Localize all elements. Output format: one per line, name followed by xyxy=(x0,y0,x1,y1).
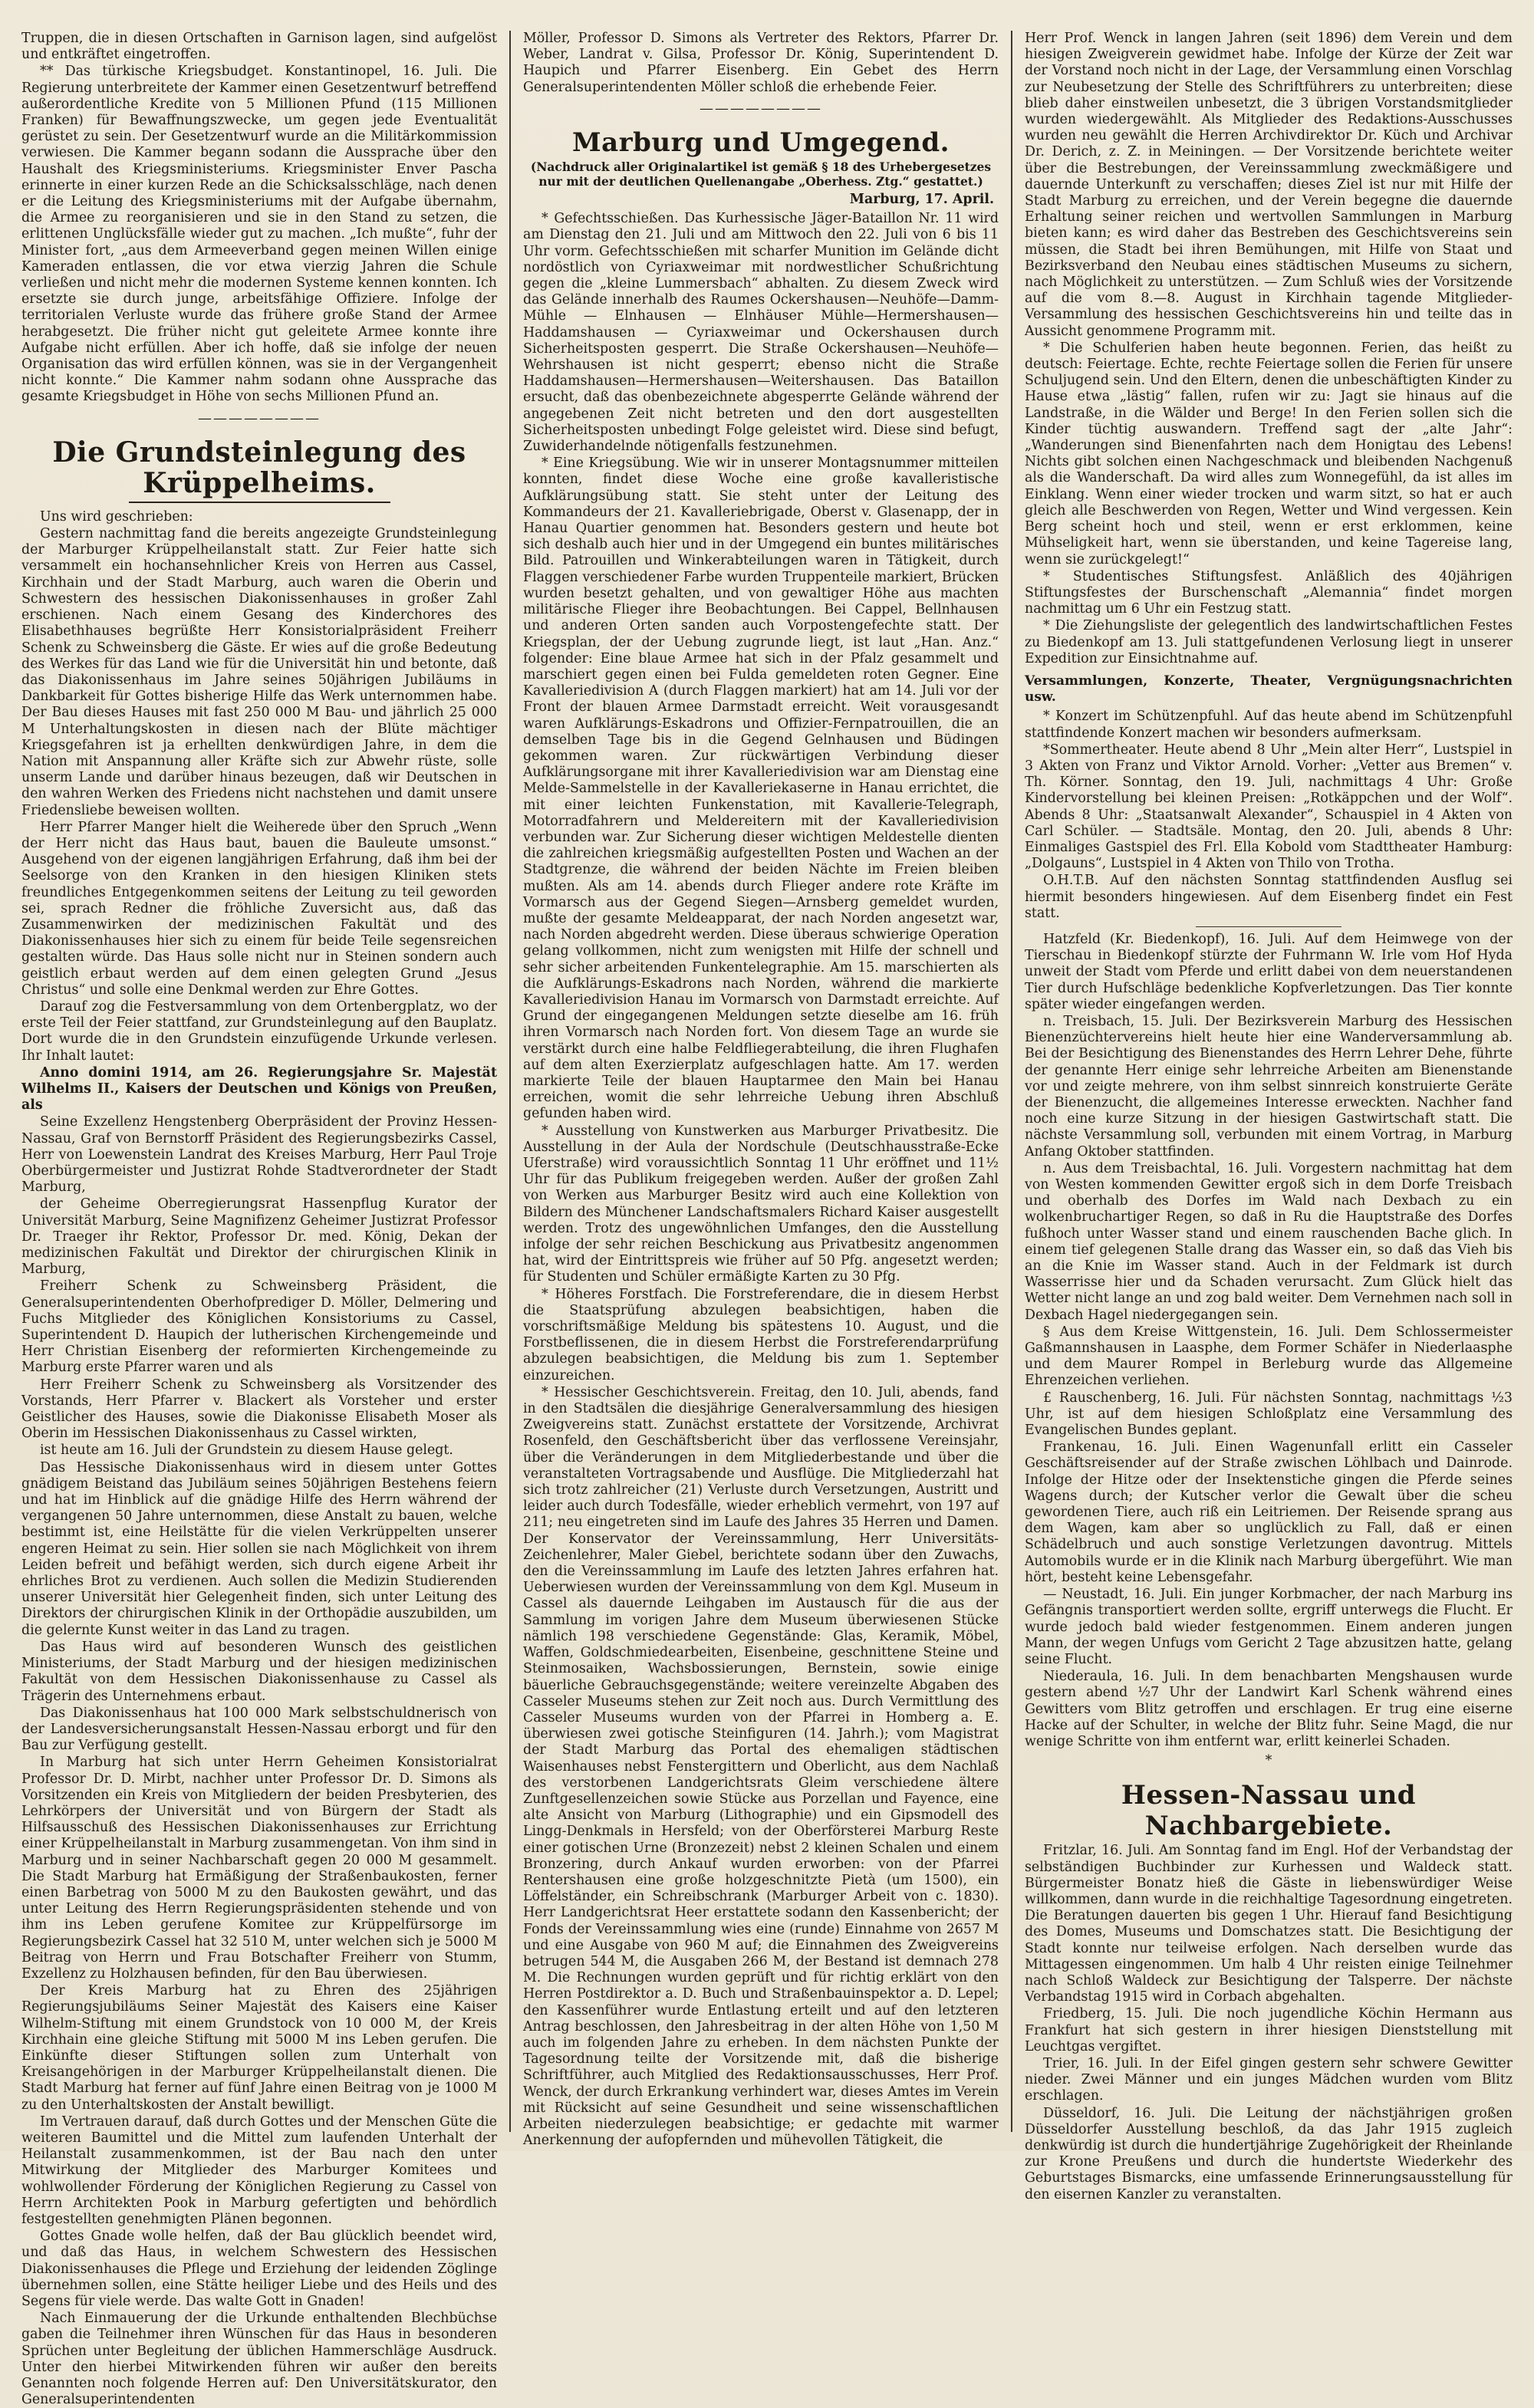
article-rauschenberg: £ Rauschenberg, 16. Juli. Für nächsten Sonntag, nachmittags ½3 Uhr, ist auf dem hiesigen Schloßplatz eine Versammlung des Evangelischen Bundes geplant. xyxy=(1025,1390,1513,1439)
reprint-notice: (Nachdruck aller Originalartikel ist gemäß § 18 des Urhebergesetzes nur mit der deutlichen Quellenangabe „Oberhess. Ztg.“ gestattet.) xyxy=(530,160,992,189)
article-fritzlar: Fritzlar, 16. Juli. Am Sonntag fand im Engl. Hof der Verbandstag der selbständigen Buchbinder zur Kurhessen und Waldeck statt. Bürgermeister Bonatz hieß die Gäste in liebenswürdiger Weise willkommen, dann wurde in die reichhaltige Tagesordnung eingetreten. Die Beratungen dauerten bis gegen 1 Uhr. Hierauf fand Besichtigung des Domes, Museums und Domschatzes statt. Die Besichtigung der Stadt konnte nur teilweise erfolgen. Nach derselben wurde das Mittagessen eingenommen. Um halb 4 Uhr reisten einige Teilnehmer nach Schloß Waldeck zur Besichtigung der Talsperre. Der nächste Verbandstag 1915 wird in Corbach abgehalten. xyxy=(1025,1843,1513,2005)
paragraph: Das Haus wird auf besonderen Wunsch des geistlichen Ministeriums, der Stadt Marburg und der hiesigen medizinischen Fakultät von dem Hessischen Diakonissenhause zu Cassel als Trägerin des Unternehmens erbaut. xyxy=(21,1639,497,1704)
column-rule xyxy=(509,31,511,2132)
article-forestry: * Höheres Forstfach. Die Forstreferendare, die in diesem Herbst die Staatsprüfung abzulegen beabsichtigen, haben die vorschriftsmäßige Meldung bis spätestens 10. August, und die Forstbeflissenen, die in diesem Herbst die Forstreferendarprüfung abzulegen beabsichtigen, die Meldung bis zum 1. September einzureichen. xyxy=(523,1286,999,1383)
article-foundation-fest: * Studentisches Stiftungsfest. Anläßlich des 40jährigen Stiftungsfestes der Burschenschaft „Alemannia“ findet morgen nachmittag um 6 Uhr ein Festzug statt. xyxy=(1025,568,1513,617)
paragraph: Herr Freiherr Schenk zu Schweinsberg als Vorsitzender des Vorstands, Herr Pfarrer v. Blackert als Vorsteher und erster Geistlicher des Hauses, sowie die Diakonisse Elisabeth Moser als Oberin im Hessischen Diakonissenhaus zu Cassel wirkten, xyxy=(21,1377,497,1442)
article-shooting-exercise: * Gefechtsschießen. Das Kurhessische Jäger-Bataillon Nr. 11 wird am Dienstag den 21. Juli und am Mittwoch den 22. Juli von 6 bis 11 Uhr vorm. Gefechtsschießen mit scharfer Munition im Gelände dicht nordöstlich von Cyriaxweimar mit nordwestlicher Schußrichtung gegen die „kleine Lummersbach“ abhalten. Zu diesem Zweck wird das Gelände innerhalb des Raumes Ockershausen—Neuhöfe—Damm-Mühle — Elnhausen — Elnhäuser Mühle—Hermershausen—Haddamshausen — Cyriaxweimar und Ockershausen durch Sicherheitsposten gesperrt. Die Straße Ockershausen—Neuhöfe—Wehrshausen ist nicht gesperrt; ebenso nicht die Straße Haddamshausen—Hermershausen—Weitershausen. Das Bataillon ersucht, daß das obenbezeichnete abgesperrte Gelände während der angegebenen Zeit nicht betreten und den dort ausgestellten Sicherheitsposten unbedingt Folge geleistet wird. Diese sind befugt, Zuwiderhandelnde nötigenfalls festzunehmen. xyxy=(523,211,999,455)
article-turkish-budget: ** Das türkische Kriegsbudget. Konstantinopel, 16. Juli. Die Regierung unterbreitete der Kammer einen Gesetzentwurf betreffend außerordentliche Kredite von 5 Millionen Pfund (115 Millionen Franken) für Bewaffnungszwecke, um gegen jede Eventualität gerüstet zu sein. Der Gesetzentwurf wurde an die Militärkommission verwiesen. Die Kammer begann sodann die Aussprache über den Haushalt des Kriegsministeriums. Kriegsminister Enver Pascha erinnerte in einer kurzen Rede an die Schicksalsschläge, nach denen er die Leitung des Kriegsministeriums mit der Aufgabe übernahm, die Armee zu reorganisieren und sie in den Stand zu setzen, die erlittenen Unglücksfälle wieder gut zu machen. „Ich mußte“, fuhr der Minister fort, „aus dem Armeeverband gegen meinen Willen einige Kameraden entlassen, die vor etwa vierzig Jahren die Schule verließen und nicht mehr die modernen Systeme kennen konnten. Ich ersetzte sie durch junge, arbeitsfähige Offiziere. Infolge der territorialen Verluste wurde das frühere große Stand der Armee herabgesetzt. Die früher nicht gut geleitete Armee konnte ihre Aufgabe nicht erfüllen. Aber ich hoffe, daß sie infolge der neuen Organisation das wird erfüllen können, was sie in der Vergangenheit nicht konnte.“ Die Kammer nahm sodann ohne Aussprache das gesamte Kriegsbudget in Höhe von sechs Millionen Pfund an. xyxy=(21,64,497,405)
paragraph: Darauf zog die Festversammlung von dem Ortenbergplatz, wo der erste Teil der Feier stattfand, zur Grundsteinlegung auf den Bauplatz. Dort wurde die in den Grundstein einzufügende Urkunde verlesen. Ihr Inhalt lautet: xyxy=(21,998,497,1064)
article-hatzfeld: Hatzfeld (Kr. Biedenkopf), 16. Juli. Auf dem Heimwege von der Tierschau in Biedenkopf stürzte der Fuhrmann W. Irle vom Hof Hyda unweit der Stadt vom Pferde und erlitt dabei von dem neuerstandenen Tier durch Hufschläge bedenkliche Kopfverletzungen. Das Tier konnte später wieder eingefangen werden. xyxy=(1025,931,1513,1012)
column-middle xyxy=(523,31,999,2149)
article-trier: Trier, 16. Juli. In der Eifel gingen gestern sehr schwere Gewitter nieder. Zwei Männer und ein junges Mädchen wurden vom Blitz erschlagen. xyxy=(1025,2055,1513,2104)
article-treisbachtal: n. Aus dem Treisbachtal, 16. Juli. Vorgestern nachmittag hat dem von Westen kommenden Gewitter ergoß sich in dem Dorfe Treisbach und oberhalb des Dorfes im Wald nach Dexbach zu ein wolkenbruchartiger Regen, so daß in Ru die Hauptstraße des Dorfes fußhoch unter Wasser stand und einem rauschenden Bache glich. In einem tief gelegenen Stalle drang das Wasser ein, so daß das Vieh bis an die Knie im Wasser stand. Auch in der Feldmark ist durch Wasserrisse hier und da Schaden verursacht. Zum Glück hielt das Wetter nicht lange an und zog bald weiter. Dem Vernehmen nach soll in Dexbach Hagel niedergegangen sein. xyxy=(1025,1160,1513,1323)
article-wittgenstein: § Aus dem Kreise Wittgenstein, 16. Juli. Dem Schlossermeister Gaßmannshausen in Laasphe, dem Former Schäfer in Niederlaasphe und dem Maurer Rompel in Berleburg wurde das Allgemeine Ehrenzeichen verliehen. xyxy=(1025,1324,1513,1389)
paragraph: Freiherr Schenk zu Schweinsberg Präsident, die Generalsuperintendenten Oberhofprediger D. Möller, Delmering und Fuchs Mitglieder des Königlichen Konsistoriums zu Cassel, Superintendent D. Haupich der lutherischen Kirchengemeinde und Herr Christian Eisenberg der reformierten Kirchengemeinde zu Marburg erste Pfarrer waren und als xyxy=(21,1278,497,1376)
article-niederaula: Niederaula, 16. Juli. In dem benachbarten Mengshausen wurde gestern abend ½7 Uhr der Landwirt Karl Schenk während eines Gewitters vom Blitz getroffen und erschlagen. Er trug eine eiserne Hacke auf der Schulter, in welche der Blitz fuhr. Seine Magd, die nur wenige Schritte von ihm entfernt war, erlitt keinerlei Schaden. xyxy=(1025,1669,1513,1749)
article-history-society: * Hessischer Geschichtsverein. Freitag, den 10. Juli, abends, fand in den Stadtsälen die diesjährige Generalversammlung des hiesigen Zweigvereins statt. Zunächst erstattete der Vorsitzende, Archivrat Rosenfeld, den Geschäftsbericht über das verflossene Vereinsjahr, über die Veränderungen in dem Mitgliederbestande und über die veranstalteten Vortragsabende und Ausflüge. Die Mitgliederzahl hat sich trotz zahlreicher (21) Verluste durch Versetzungen, Austritt und leider auch durch Todesfälle, wieder erheblich vermehrt, von 197 auf 211; neu eingetreten sind im Laufe des Jahres 35 Herren und Damen. Der Konservator der Vereinssammlung, Herr Universitäts-Zeichenlehrer, Maler Giebel, berichtete sodann über den Zuwachs, den die Vereinssammlung im Laufe des letzten Jahres erfahren hat. Ueberwiesen wurden der Vereinssammlung von dem Kgl. Museum in Cassel als dauernde Leihgaben im Austausch für die aus der Sammlung im vorigen Jahre dem Museum überwiesenen Stücke nämlich 198 verschiedene Gegenstände: Glas, Keramik, Möbel, Waffen, Goldschmiedearbeiten, Eisenbeine, geschnittene Steine und Steinmosaiken, Wachsbossierungen, Bernstein, sowie einige bäuerliche Gebrauchsgegenstände; weitere vereinzelte Abgaben des Casseler Museums stehen zur Zeit noch aus. Durch Vermittlung des Casseler Museums wurden von der Pfarrei in Homberg a. E. überwiesen zwei gotische Steinfiguren (14. Jahrh.); vom Magistrat der Stadt Marburg das Portal des ehemaligen städtischen Waisenhauses nebst Fenstergittern und Oberlicht, aus dem Nachlaß des verstorbenen Landgerichtsrats Gleim verschiedene ältere Zunftgesellenzeichen sowie Stücke aus Porzellan und Fayence, eine alte Ansicht von Marburg (Lithographie) und ein Gipsmodell des Lingg-Denkmals in Hersfeld; von der Oberförsterei Marburg Reste einer gotischen Urne (Bronzezeit) nebst 2 kleinen Schalen und einem Bronzering, durch Ankauf wurden erworben: von der Pfarrei Rentershausen eine große holzgeschnitzte Pietà (um 1500), ein Löffelständer, ein Schreibschrank (Marburger Arbeit von c. 1830). Herr Landgerichtsrat Heer erstattete sodann den Kassenbericht; der Fonds der Vereinssammlung wies eine (runde) Einnahme von 2657 M und eine Ausgabe von 960 M auf; die Einnahmen des Zweigvereins betrugen 544 M, die Ausgaben 266 M, der Bestand ist demnach 278 M. Die Rechnungen wurden geprüft und für richtig erklärt von den Herren Postdirektor a. D. Buch und Straßenbauinspektor a. D. Lepel; den Kassenführer wurde Entlastung erteilt und auf den letzteren Antrag beschlossen, den Jahresbeitrag in der alten Höhe von 1,50 M auch im folgenden Jahre zu erheben. In dem nächsten Punkte der Tagesordnung teilte der Vorsitzende mit, daß die bisherige Schriftführer, auch Mitglied des Redaktionsausschusses, Herr Prof. Wenck, der durch Erkrankung verhindert war, dieses Amtes im Verein mit Rücksicht auf seine Gesundheit und seine wissenschaftlichen Arbeiten niederzulegen beabsichtige; er gedachte mit warmer Anerkennung der aufopfernden und mühevollen Tätigkeit, die xyxy=(523,1384,999,2149)
paragraph: Gestern nachmittag fand die bereits angezeigte Grundsteinlegung der Marburger Krüppelheilanstalt statt. Zur Feier hatte sich versammelt ein hochansehnlicher Kreis von Herren aus Cassel, Kirchhain und der Stadt Marburg, auch waren die Oberin und Schwestern des hessischen Diakonissenhauses in großer Zahl erschienen. Nach einem Gesang des Kinderchores des Elisabethhauses begrüßte Herr Konsistorialpräsident Freiherr Schenk zu Schweinsberg die Gäste. Er wies auf die große Bedeutung des Werkes für das Land wie für die Universität hin und betonte, daß das Diakonissenhaus im Jahre seines 50jährigen Jubiläums in Dankbarkeit für Gottes bisherige Hilfe das Werk unternommen habe. Der Bau dieses Hauses mit fast 250 000 M Bau- und jährlich 25 000 M Unterhaltungskosten in diesen nach der Blüte mächtiger Kriegsgefahren ist ja erhellten denkwürdigen Jahre, in dem die Nation mit Anspannung aller Kräfte sich zur Abwehr rüste, solle unserm Lande und darüber hinaus bezeugen, daß wir Deutschen in den wahren Werken des Friedens nicht nachstehen und damit unsere Friedensliebe beweisen wollten. xyxy=(21,526,497,818)
paragraph: Das Hessische Diakonissenhaus wird in diesem unter Gottes gnädigem Beistand das Jubiläum seines 50jährigen Bestehens feiern und hat im Hinblick auf die gnädige Hilfe des Herrn während der vergangenen 50 Jahre unternommen, diese Anstalt zu bauen, welche bestimmt ist, eine Heilstätte für die vielen Verkrüppelten unserer engeren Heimat zu sein. Hier sollen sie nach Möglichkeit von ihrem Leiden befreit und befähigt werden, sich durch eigene Arbeit ihr ehrliches Brot zu verdienen. Auch sollen die Medizin Studierenden unserer Universität hier Gelegenheit finden, sich unter Leitung des Direktors der chirurgischen Klinik in der Orthopädie auszubilden, um die gelernte Kunst weiter in das Land zu tragen. xyxy=(21,1459,497,1638)
article-treisbach: n. Treisbach, 15. Juli. Der Bezirksverein Marburg des Hessischen Bienenzüchtervereins hielt heute hier eine Wanderversammlung ab. Bei der Besichtigung des Bienenstandes des Herrn Lehrer Dehe, führte der genannte Herr einige sehr lehrreiche Arbeiten am Bienenstande vor und zeigte mehrere, von ihm selbst sinnreich konstruierte Geräte der Bienenzucht, die allgemeines Interesse erweckten. Nachher fand noch eine kurze Sitzung in der hiesigen Gastwirtschaft statt. Die nächste Versammlung soll, verbunden mit einem Vortrag, in Marburg Anfang Oktober stattfinden. xyxy=(1025,1013,1513,1160)
article-headline: Die Grundsteinlegung des Krüppelheims. xyxy=(52,436,466,499)
separator xyxy=(1196,926,1342,927)
column-rule xyxy=(1011,31,1012,2132)
paragraph: Möller, Professor D. Simons als Vertreter des Rektors, Pfarrer Dr. Weber, Landrat v. Gilsa, Professor Dr. König, Superintendent D. Haupich und Pfarrer Eisenberg. Ein Gebet des Herrn Generalsuperintendenten Möller schloß die erhebende Feier. xyxy=(523,31,999,95)
article-friedberg: Friedberg, 15. Juli. Die noch jugendliche Köchin Hermann aus Frankfurt hat sich gestern in ihrer hiesigen Dienststellung mit Leuchtgas vergiftet. xyxy=(1025,2006,1513,2054)
paragraph: Herr Pfarrer Manger hielt die Weiherede über den Spruch „Wenn der Herr nicht das Haus baut, bauen die Bauleute umsonst.“ Ausgehend von der eigenen langjährigen Erfahrung, daß ihm bei der Seelsorge von den Kranken in den hiesigen Kliniken stets freundliches Entgegenkommen seitens der Leitung zu teil geworden sei, sprach Redner die fröhliche Zuversicht aus, daß das Zusammenwirken der medizinischen Fakultät und des Diakonissenhauses hier sich zu einem für beide Teile segensreichen gestalten würde. Das Haus solle nicht nur in Steinen sondern auch geistlich erbaut werden auf dem einen gelegten Grund „Jesus Christus“ und solle eine Denkmal werden zur Ehre Gottes. xyxy=(21,819,497,998)
paragraph: Nach Einmauerung der die Urkunde enthaltenden Blechbüchse gaben die Teilnehmer ihren Wünschen für das Haus in besonderen Sprüchen unter Begleitung der üblichen Hammerschläge Ausdruck. Unter den hierbei Mitwirkenden führen wir außer den bereits Genannten noch folgende Herren auf: Den Universitätskurator, den Generalsuperintendenten xyxy=(21,2311,497,2408)
events-subhead: Versammlungen, Konzerte, Theater, Vergnügungsnachrichten usw. xyxy=(1025,673,1513,706)
article-lottery-list: * Die Ziehungsliste der gelegentlich des landwirtschaftlichen Festes zu Biedenkopf am 13. Juli stattgefundenen Verlosung liegt in unserer Expedition zur Einsichtnahme auf. xyxy=(1025,618,1513,666)
column-left xyxy=(21,31,497,2408)
article-neustadt: — Neustadt, 16. Juli. Ein junger Korbmacher, der nach Marburg ins Gefängnis transportiert werden sollte, ergriff unterwegs die Flucht. Er wurde jedoch bald wieder festgenommen. Einem anderen jungen Mann, der wegen Unfugs vom Gericht 2 Tage abzusitzen hatte, gelang seine Flucht. xyxy=(1025,1587,1513,1667)
headline-rule xyxy=(129,502,390,503)
separator: * xyxy=(1265,1753,1272,1769)
article-frankenau: Frankenau, 16. Juli. Einen Wagenunfall erlitt ein Casseler Geschäftsreisender auf der Straße zwischen Löhlbach und Dainrode. Infolge der Hitze oder der Insektenstiche gingen die Pferde seines Wagens durch; der Kutscher verlor die Gewalt über die scheu gewordenen Tiere, auch riß ein Leitriemen. Der Reisende sprang aus dem Wagen, kam aber so unglücklich zu Fall, daß er einen Schädelbruch und auch sonstige Verletzungen davontrug. Mittels Automobils wurde er in die Klinik nach Marburg übergeführt. Wie man hört, besteht keine Lebensgefahr. xyxy=(1025,1439,1513,1585)
paragraph: der Geheime Oberregierungsrat Hassenpflug Kurator der Universität Marburg, Seine Magnifizenz Geheimer Justizrat Professor Dr. Traeger ihr Rektor, Professor Dr. med. König, Dekan der medizinischen Fakultät und Direktor der chirurgischen Klinik in Marburg, xyxy=(21,1196,497,1278)
article-school-holidays: * Die Schulferien haben heute begonnen. Ferien, das heißt zu deutsch: Feiertage. Echte, rechte Feiertage sollen die Ferien für unsere Schuljugend sein. Und den Eltern, denen die unbeschäftigten Kinder zu Hause etwa „lästig“ fallen, rufen wir zu: Jagt sie hinaus auf die Landstraße, in die Wälder und Berge! In den Ferien sollen sich die Kinder tüchtig auswandern. Treffend sagt der „alte Jahr“: „Wanderungen sind Bienenfahrten nach dem Honigtau des Lebens! Nichts gibt solchen einen Nachgeschmack und bleibenden Nachgenuß als die Wanderschaft. Da wird alles zum Wonnegefühl, da ist alles im Einklang. Wenn einer wieder trocken und warm sitzt, so hat er auch gleich alle Beschwerden von Regen, Wetter und Wind vergessen. Kein Berg scheint hoch und steil, wenn er erst erklommen, keine Mühseligkeit hart, wenn sie überstanden, und keine Tagereise lang, wenn sie zurückgelegt!“ xyxy=(1025,340,1513,567)
paragraph: Der Kreis Marburg hat zu Ehren des 25jährigen Regierungsjubiläums Seiner Majestät des Kaisers eine Kaiser Wilhelm-Stiftung mit einem Grundstock von 10 000 M, der Kreis Kirchhain eine gleiche Stiftung mit 5000 M ins Leben gerufen. Die Einkünfte dieser Stiftungen sollen zum Unterhalt von Kreisangehörigen in der Marburger Krüppelheilanstalt dienen. Die Stadt Marburg hat ferner auf fünf Jahre einen Beitrag von je 1000 M zu den Unterhaltskosten der Anstalt bewilligt. xyxy=(21,1983,497,2113)
paragraph: Seine Exzellenz Hengstenberg Oberpräsident der Provinz Hessen-Nassau, Graf von Bernstorff Präsident des Regierungsbezirks Cassel, Herr von Loewenstein Landrat des Kreises Marburg, Herr Paul Troje Oberbürgermeister und Justizrat Rohde Stadtverordneter der Stadt Marburg, xyxy=(21,1114,497,1196)
paragraph: Anno domini 1914, am 26. Regierungsjahre Sr. Majestät Wilhelms II., Kaisers der Deutschen und Königs von Preußen, als xyxy=(21,1064,497,1114)
article-concert: * Konzert im Schützenpfuhl. Auf das heute abend im Schützenpfuhl stattfindende Konzert machen wir besonders aufmerksam. xyxy=(1025,709,1513,741)
article-war-exercise: * Eine Kriegsübung. Wie wir in unserer Montagsnummer mitteilen konnten, findet diese Woche eine große kavalleristische Aufklärungsübung statt. Sie steht unter der Leitung des Kommandeurs der 21. Kavalleriebrigade, Oberst v. Glasenapp, der in Hanau Quartier genommen hat. Besonders gestern und heute bot sich deshalb auch hier und in der Umgegend ein buntes militärisches Bild. Patrouillen und Winkerabteilungen waren in Tätigkeit, durch Flaggen verschiedener Farbe wurden Truppenteile markiert, Brücken wurden besetzt gehalten, und von gewaltiger Höhe aus machten militärische Flieger ihre Beobachtungen. Bei Cappel, Bellnhausen und anderen Orten sanden auch Vorpostengefechte statt. Der Kriegsplan, der der Uebung zugrunde liegt, ist laut „Han. Anz.“ folgender: Eine blaue Armee hat sich in der Pfalz gesammelt und marschiert gegen einen bei Fulda gemeldeten roten Gegner. Eine Kavalleriedivision A (durch Flaggen markiert) hat am 14. Juli vor der Front der blauen Armee Darmstadt erreicht. Weit vorausgesandt waren Aufklärungs-Eskadrons und Offizier-Fernpatrouillen, die an demselben Tage bis in die Gegend Gelnhausen und Büdingen gekommen waren. Zur rückwärtigen Verbindung dieser Aufklärungsorgane mit ihrer Kavalleriedivision war am Dienstag eine Melde-Sammelstelle in der Kavalleriekaserne in Hanau errichtet, die mit einer leichten Funkenstation, mit Kavallerie-Telegraph, Motorradfahrern und Meldereitern mit der Kavalleriedivision verbunden war. Zur Sicherung dieser wichtigen Meldestelle dienten die zahlreichen kriegsmäßig aufgestellten Posten und Wachen an der Stadtgrenze, die während der beiden Nächte im Freien bleiben mußten. Als am 14. abends durch Flieger andere rote Kräfte im Vormarsch aus der Gegend Siegen—Arnsberg gemeldet wurden, mußte der gesamte Meldeapparat, der nach Norden angesetzt war, nach Norden abgedreht werden. Diese überaus schwierige Operation gelang vollkommen, nicht zum wenigsten mit Hilfe der schnell und sehr sicher arbeitenden Funkentelegraphie. Am 15. marschierten als die Aufklärungs-Eskadrons nach Norden, während die markierte Kavalleriedivision Hanau im Vormarsch von Darmstadt erreichte. Auf Grund der eingegangenen Meldungen setzte dieselbe am 16. früh ihren Vormarsch nach Norden fort. Von diesem Tage an wurde sie verstärkt durch eine halbe Feldfliegerabteilung, die ihren Flughafen auf dem alten Exerzierplatz aufgeschlagen hatte. Am 17. werden markierte Teile der blauen Hauptarmee den Main bei Hanau erreichen, womit die sehr lehrreiche Uebung ihren Abschluß gefunden haben wird. xyxy=(523,456,999,1122)
article-excursion: O.H.T.B. Auf den nächsten Sonntag stattfindenden Ausflug sei hiermit besonders hingewiesen. Auf dem Eisenberg findet ein Fest statt. xyxy=(1025,873,1513,921)
separator: ———————— xyxy=(198,410,321,426)
paragraph: Gottes Gnade wolle helfen, daß der Bau glücklich beendet wird, und daß das Haus, in welchem Schwestern des Hessischen Diakonissenhauses die Pflege und Erziehung der leidenden Zöglinge übernehmen sollen, eine Stätte heiliger Liebe und des Heils und des Segens für viele werde. Das walte Gott in Gnaden! xyxy=(21,2229,497,2310)
paragraph: ist heute am 16. Juli der Grundstein zu diesem Hause gelegt. xyxy=(40,1442,453,1459)
paragraph: Truppen, die in diesen Ortschaften in Garnison lagen, sind aufgelöst und entkräftet eingetroffen. xyxy=(21,31,497,63)
separator: ———————— xyxy=(700,100,822,117)
paragraph: In Marburg hat sich unter Herrn Geheimen Konsistorialrat Professor Dr. D. Mirbt, nachher unter Professor Dr. D. Simons als Vorsitzenden ein Kreis von Mitgliedern der beiden Presbyterien, des Lehrkörpers der Universität und von Bürgern der Stadt als Hilfsausschuß des Hessischen Diakonissenhauses zur Errichtung einer Krüppelheilanstalt in Marburg zusammengetan. Von ihm sind in Marburg und in seiner Nachbarschaft gegen 20 000 M gesammelt. Die Stadt Marburg hat Ermäßigung der Straßenbaukosten, ferner einen Barbetrag von 5000 M zu den Baukosten gewährt, und das unter Leitung des Herrn Regierungspräsidenten stehende und von ihm ins Leben gerufene Komitee zur Krüppelfürsorge im Regierungsbezirk Cassel hat 32 510 M, unter welchen sich je 5000 M Beitrag von Herrn und Frau Botschafter Freiherr von Stumm, Exzellenz zu Holzhausen befinden, für den Bau überwiesen. xyxy=(21,1755,497,1982)
paragraph: Im Vertrauen darauf, daß durch Gottes und der Menschen Güte die weiteren Baumittel und die Mittel zum laufenden Unterhalt der Heilanstalt zusammenkommen, ist der Bau nach den unter Mitwirkung der Mitglieder des Marburger Komitees und wohlwollender Förderung der Königlichen Regierung zu Cassel von Herrn Architekten Pook in Marburg gefertigten und behördlich festgestellten genehmigten Plänen begonnen. xyxy=(21,2114,497,2227)
column-right xyxy=(1025,31,1513,2202)
dateline: Marburg, 17. April. xyxy=(849,192,994,208)
article-art-exhibition: * Ausstellung von Kunstwerken aus Marburger Privatbesitz. Die Ausstellung in der Aula der Nordschule (Deutschhausstraße-Ecke Uferstraße) wird voraussichtlich Sonntag 11 Uhr eröffnet und 11½ Uhr für das Publikum freigegeben werden. Außer der großen Zahl von Werken aus Marburger Besitz wird auch eine Kollektion von Bildern des Münchener Landschaftsmalers Richard Kaiser ausgestellt werden. Trotz des ungewöhnlichen Umfanges, den die Ausstellung infolge der sehr reichen Beschickung aus Privatbesitz angenommen hat, wird der Eintrittspreis wie früher auf 50 Pfg. angesetzt werden; für Studenten und Schüler ermäßigte Karten zu 30 Pfg. xyxy=(523,1123,999,1285)
article-summer-theater: *Sommertheater. Heute abend 8 Uhr „Mein alter Herr“, Lustspiel in 3 Akten von Franz und Viktor Arnold. Vorher: „Vetter aus Bremen“ v. Th. Körner. Sonntag, den 19. Juli, nachmittags 4 Uhr: Große Kindervorstellung bei kleinen Preisen: „Rotkäppchen und der Wolf“. Abends 8 Uhr: „Staatsanwalt Alexander“, Schauspiel in 4 Akten von Carl Schüler. — Stadtsäle. Montag, den 20. Juli, abends 8 Uhr: Einmaliges Gastspiel des Frl. Ella Kobold vom Stadttheater Hamburg: „Dolgauns“, Lustspiel in 4 Akten von Thilo von Trotha. xyxy=(1025,742,1513,872)
paragraph: Herr Prof. Wenck in langen Jahren (seit 1896) dem Verein und dem hiesigen Zweigverein gewidmet habe. Infolge der Kürze der Zeit war der Vorstand noch nicht in der Lage, der Versammlung einen Vorschlag zur Neubesetzung der Stelle des Schriftführers zu unterbreiten; diese blieb daher einstweilen unbesetzt, die 3 übrigen Vorstandsmitglieder wurden wiedergewählt. Als Mitglieder des Redaktions-Ausschusses wurden neu gewählt die Herren Archivdirektor Dr. Küch und Archivar Dr. Derich, z. Z. in Meiningen. — Der Vorsitzende berichtete weiter über die Bestrebungen, der Vereinssammlung zweckmäßigere und dauernde Unterkunft zu verschaffen; dieses Ziel ist nur mit Hilfe der Stadt Marburg zu erreichen, und der Verein begegne die dauernde Erhaltung seiner reichen und wertvollen Sammlungen in Marburg bieten kann; es wird daher das Bestreben des Geschichtsvereins sein müssen, die Stadt bei ihren Bemühungen, mit Hilfe von Staat und Bezirksverband den Neubau eines städtischen Museums zu sichern, nach Möglichkeit zu unterstützen. — Zum Schluß wies der Vorsitzende auf die vom 8.—8. August in Kirchhain tagende Mitglieder-Versammlung des hessischen Geschichtsvereins hin und teilte das in Aussicht genommene Programm mit. xyxy=(1025,31,1513,339)
paragraph: Das Diakonissenhaus hat 100 000 Mark selbstschuldnerisch von der Landesversicherungsanstalt Hessen-Nassau erborgt und für den Bau zur Verfügung gestellt. xyxy=(21,1705,497,1754)
section-headline: Marburg und Umgegend. xyxy=(572,127,950,159)
paragraph: Uns wird geschrieben: xyxy=(40,508,193,525)
section-headline: Hessen-Nassau und Nachbargebiete. xyxy=(1121,1780,1417,1842)
article-duesseldorf: Düsseldorf, 16. Juli. Die Leitung der nächstjährigen großen Düsseldorfer Ausstellung beschloß, da das Jahr 1915 zugleich denkwürdig ist durch die hundertjährige Zugehörigkeit der Rheinlande zur Krone Preußens und durch die hundertste Wiederkehr des Geburtstages Bismarcks, eine umfassende Erinnerungsausstellung für den eisernen Kanzler zu veranstalten. xyxy=(1025,2105,1513,2202)
